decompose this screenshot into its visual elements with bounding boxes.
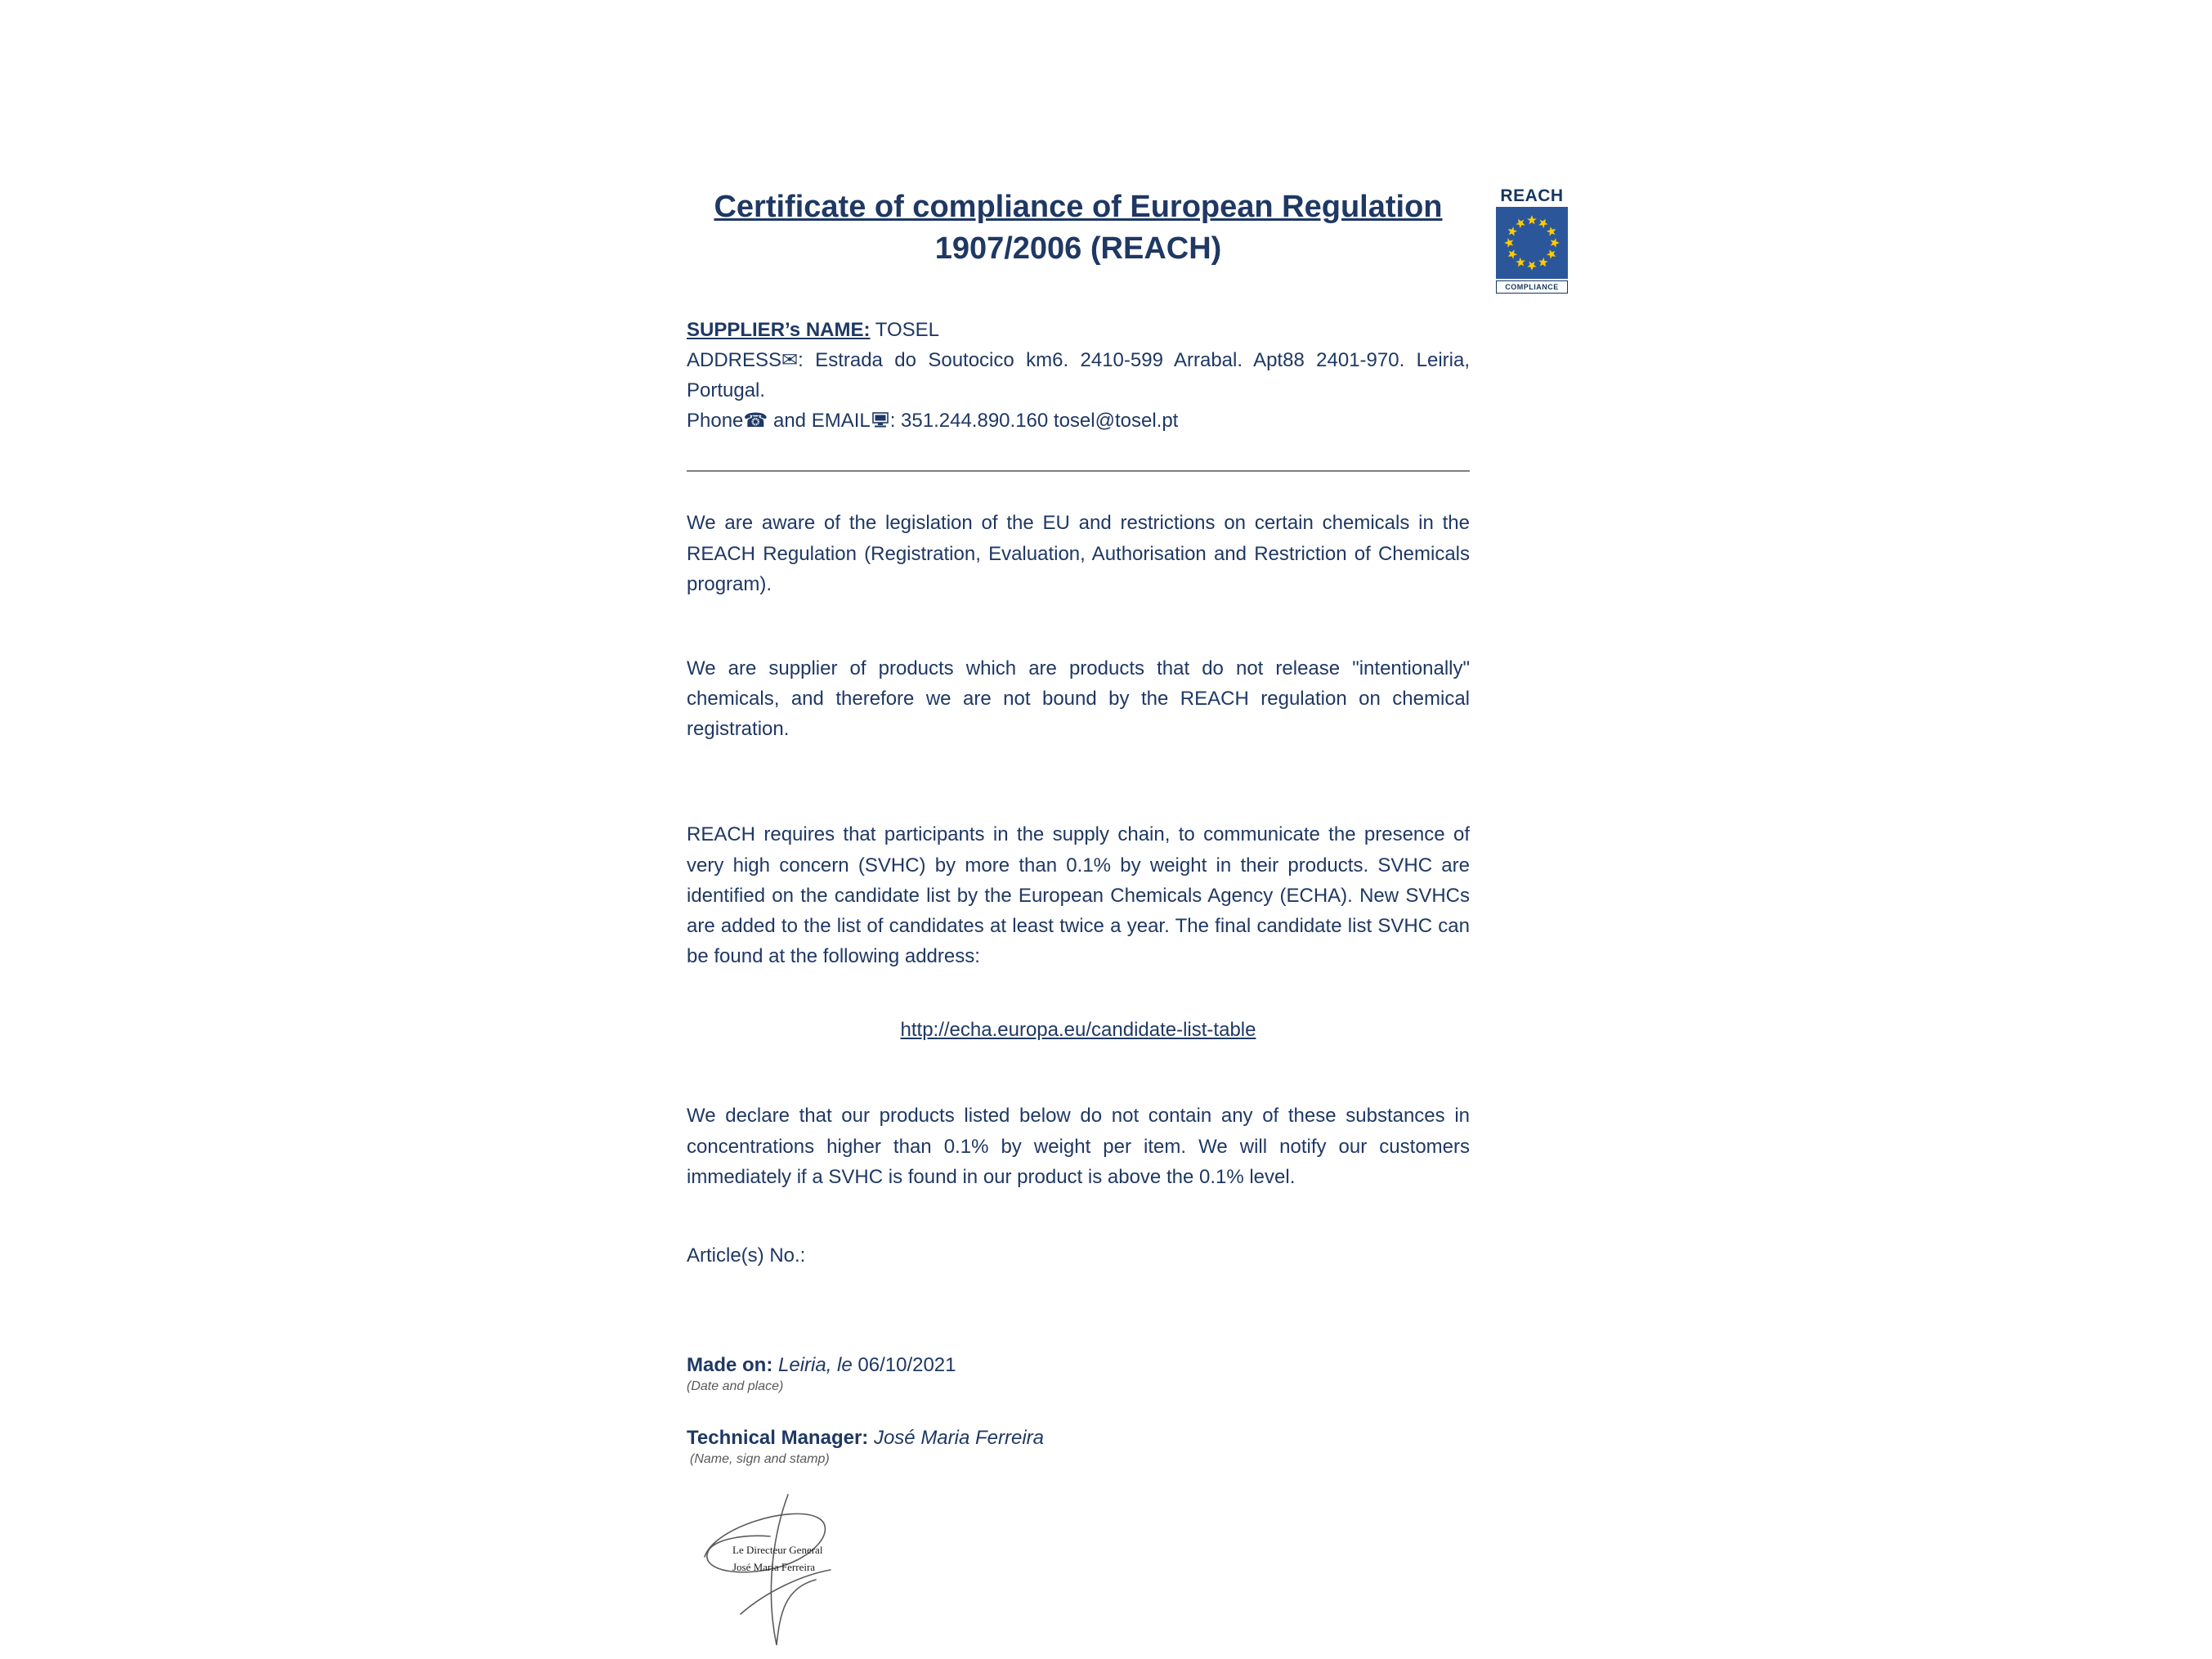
made-on-line [687, 1354, 1470, 1377]
supplier-name-line [687, 315, 1470, 345]
candidate-list-link[interactable]: http://echa.europa.eu/candidate-list-table [900, 1019, 1256, 1042]
signature-stamp-text [732, 1542, 822, 1576]
document-title [687, 186, 1470, 271]
technical-manager-line [687, 1427, 1470, 1450]
signature-title: Le Directeur General [732, 1543, 823, 1556]
phone-icon: ☎ [743, 410, 768, 433]
supplier-name-value: TOSEL [870, 318, 939, 341]
signature-block [690, 1491, 886, 1655]
envelope-icon: ✉ [781, 348, 799, 371]
made-on-place: Leiria, le [772, 1353, 853, 1376]
reach-compliance-logo [1496, 186, 1568, 294]
name-sign-stamp-note: (Name, sign and stamp) [690, 1451, 830, 1466]
candidate-list-link-line [687, 1019, 1470, 1042]
contact-value: : 351.244.890.160 tosel@tosel.pt [889, 410, 1179, 433]
eu-stars-icon [1496, 207, 1568, 279]
made-on-label: Made on: [687, 1353, 773, 1376]
technical-manager-label: Technical Manager: [687, 1426, 869, 1449]
paragraph-declaration: We declare that our products listed below do not contain any of these substances in concentrations higher than 0.1% by weight per item. We will notify our customers immediately if a SVHC is found in our product is above the 0.1% level. [687, 1105, 1470, 1188]
signature-name: José Maria Ferreira [732, 1560, 816, 1573]
article-number-label: Article(s) No.: [687, 1244, 806, 1267]
title-line-1: Certificate of compliance of European Regulation [714, 190, 1443, 224]
paragraph-reach-awareness: We are aware of the legislation of the EU and restrictions on certain chemicals in the REACH Regulation (Registration, Evaluation, Authorisation and Restriction of Chemicals program). [687, 512, 1470, 595]
date-place-note: (Date and place) [687, 1379, 784, 1393]
paragraph-svhc-requirement: REACH requires that participants in the supply chain, to communicate the presence of very high concern (SVHC) by more than 0.1% by weight in their products. SVHC are identified on the candidate list by the European Chemicals Agency (ECHA). New SVHCs are added to the list of candidates at least twice a year. The final candidate list SVHC can be found at the following address: [687, 823, 1470, 968]
supplier-address-line [687, 345, 1470, 406]
certificate-body [687, 186, 1470, 1655]
address-value: : Estrada do Soutocico km6. 2410-599 Arrabal. Apt88 2401-970. Leiria, Portugal. [687, 348, 1470, 401]
supplier-contact-line [687, 406, 1470, 436]
reach-logo-title: REACH [1500, 186, 1564, 205]
technical-manager-name: José Maria Ferreira [868, 1426, 1045, 1449]
paragraph-supplier-statement: We are supplier of products which are products that do not release "intentionally" chemicals, and therefore we are not bound by the REACH regulation on chemical registration. [687, 657, 1470, 741]
address-label: ADDRESS [687, 348, 782, 371]
computer-icon [871, 412, 889, 428]
supplier-name-label: SUPPLIER’s NAME: [687, 318, 871, 341]
reach-logo-compliance-label: COMPLIANCE [1496, 280, 1568, 294]
email-label: and EMAIL [768, 410, 871, 433]
title-line-2: 1907/2006 (REACH) [934, 231, 1222, 267]
phone-label: Phone [687, 410, 744, 433]
divider [687, 470, 1470, 472]
made-on-date: 06/10/2021 [852, 1353, 956, 1376]
